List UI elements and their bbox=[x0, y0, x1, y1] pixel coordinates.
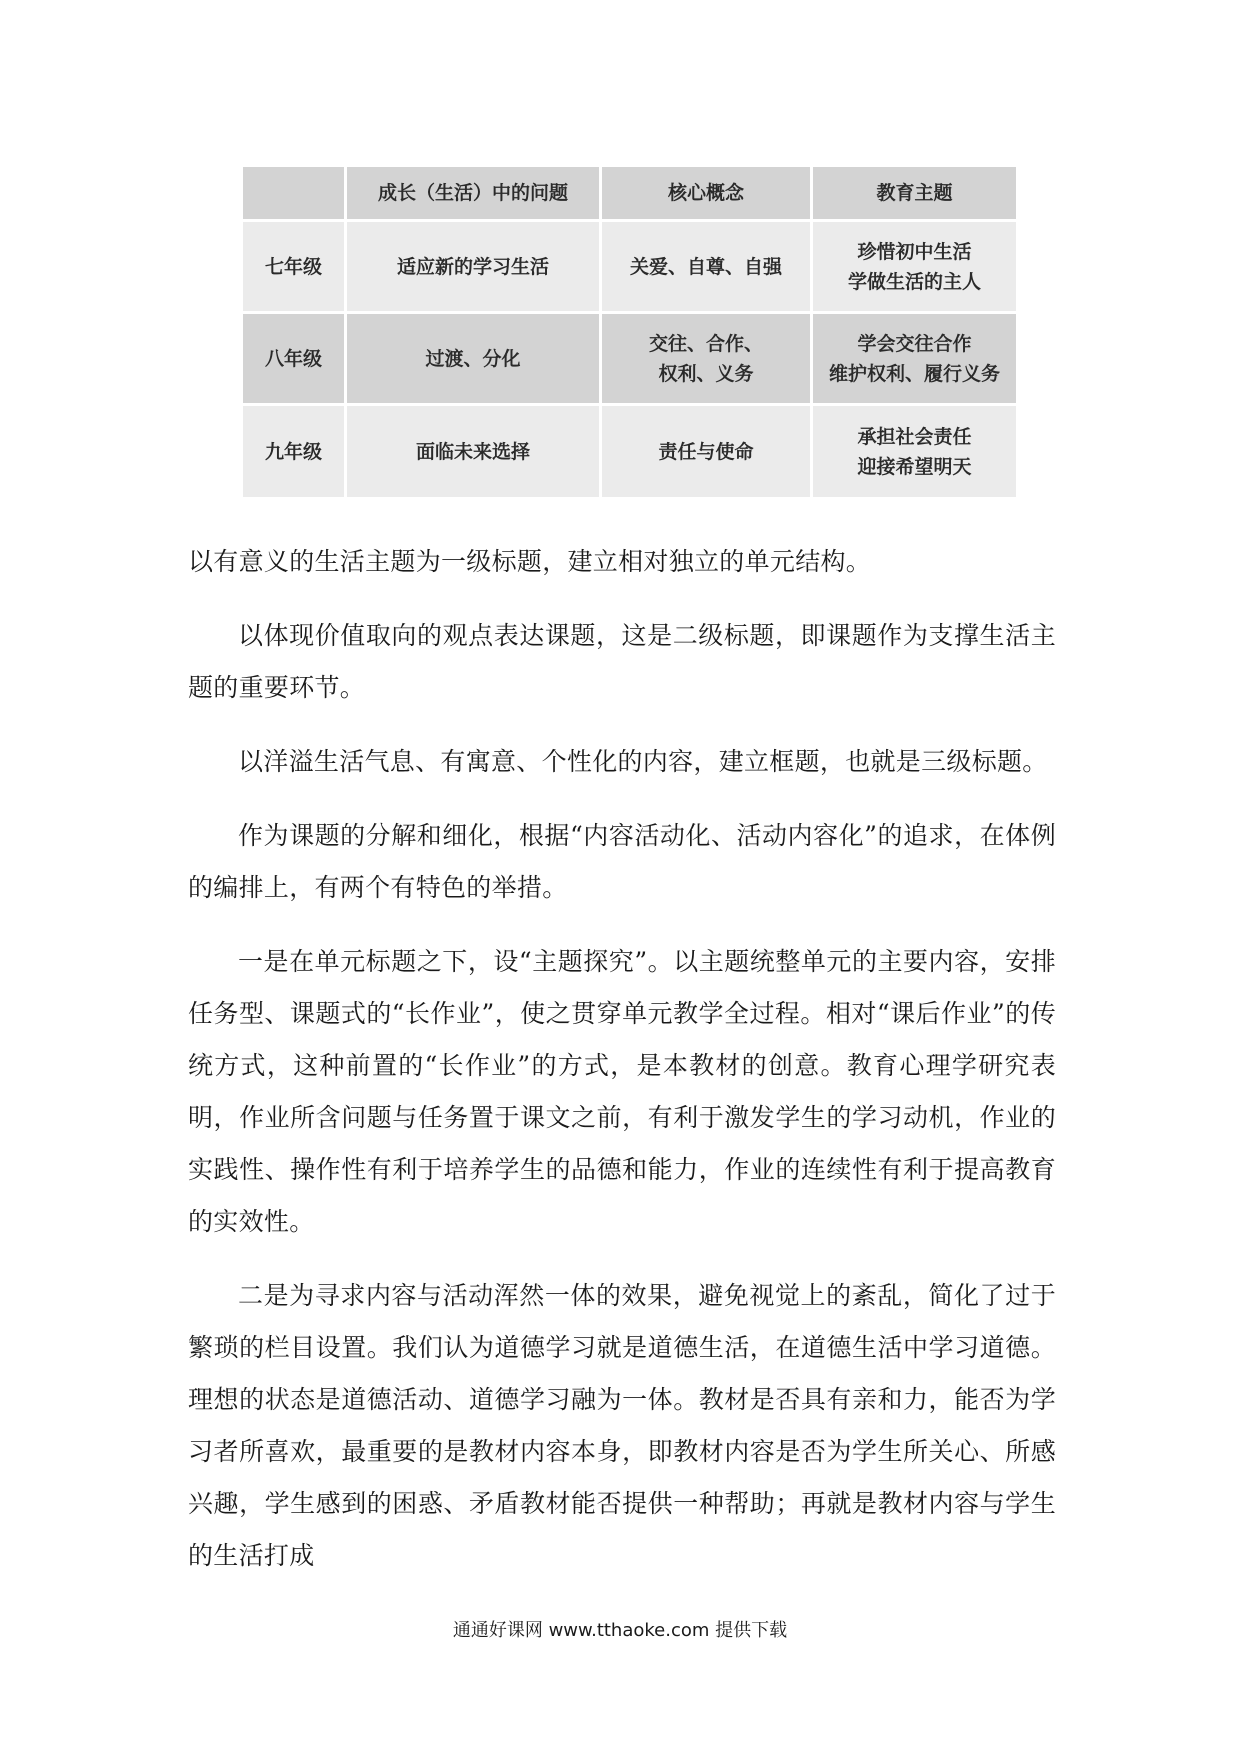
problem-line: 面临未来选择 bbox=[415, 440, 530, 463]
table-row-grade-8 bbox=[242, 313, 1018, 405]
table-header-row bbox=[242, 166, 1018, 221]
concept-line: 交往、合作、 bbox=[648, 332, 763, 355]
problem-cell bbox=[346, 313, 601, 405]
problem-cell bbox=[346, 221, 601, 313]
header-theme: 教育主题 bbox=[812, 166, 1018, 221]
header-grade bbox=[242, 166, 346, 221]
theme-line: 珍惜初中生活 bbox=[857, 240, 972, 263]
theme-line: 维护权利、履行义务 bbox=[828, 362, 1000, 385]
paragraph-5: 一是在单元标题之下，设“主题探究”。以主题统整单元的主要内容，安排任务型、课题式的“长作业”，使之贯穿单元教学全过程。相对“课后作业”的传统方式，这种前置的“长作业”的方式，是本教材的创意。教育心理学研究表明，作业所含问题与任务置于课文之前，有利于激发学生的学习动机，作业的实践性、操作性有利于培养学生的品德和能力，作业的连续性有利于提高教育的实效性。 bbox=[188, 947, 1056, 1236]
grade-theme-table bbox=[240, 164, 1019, 500]
page-footer: 通通好课网 www.tthaoke.com 提供下载 bbox=[452, 1620, 788, 1641]
paragraph-1: 以有意义的生活主题为一级标题，建立相对独立的单元结构。 bbox=[188, 547, 872, 576]
theme-cell bbox=[812, 313, 1018, 405]
theme-line: 学做生活的主人 bbox=[847, 270, 981, 293]
table-row-grade-9 bbox=[242, 405, 1018, 499]
paragraph-2: 以体现价值取向的观点表达课题，这是二级标题，即课题作为支撑生活主题的重要环节。 bbox=[188, 621, 1056, 702]
problem-line: 适应新的学习生活 bbox=[396, 255, 549, 278]
concept-line: 责任与使命 bbox=[658, 440, 754, 463]
grade-cell: 九年级 bbox=[242, 405, 346, 499]
table-row-grade-7 bbox=[242, 221, 1018, 313]
paragraph-6: 二是为寻求内容与活动浑然一体的效果，避免视觉上的紊乱，简化了过于繁琐的栏目设置。我们认为道德学习就是道德生活，在道德生活中学习道德。理想的状态是道德活动、道德学习融为一体。教材是否具有亲和力，能否为学习者所喜欢，最重要的是教材内容本身，即教材内容是否为学生所关心、所感兴趣，学生感到的困惑、矛盾教材能否提供一种帮助；再就是教材内容与学生的生活打成 bbox=[188, 1281, 1056, 1570]
problem-line: 过渡、分化 bbox=[425, 347, 521, 370]
paragraph-4: 作为课题的分解和细化，根据“内容活动化、活动内容化”的追求，在体例的编排上，有两个有特色的举措。 bbox=[188, 821, 1056, 902]
theme-line: 迎接希望明天 bbox=[857, 455, 972, 478]
grade-cell: 八年级 bbox=[242, 313, 346, 405]
concept-cell bbox=[601, 313, 812, 405]
concept-cell bbox=[601, 405, 812, 499]
concept-line: 关爱、自尊、自强 bbox=[629, 255, 782, 278]
problem-cell bbox=[346, 405, 601, 499]
header-problem: 成长（生活）中的问题 bbox=[346, 166, 601, 221]
body-text bbox=[188, 536, 1056, 1604]
theme-line: 学会交往合作 bbox=[857, 332, 972, 355]
concept-cell bbox=[601, 221, 812, 313]
theme-line: 承担社会责任 bbox=[857, 425, 972, 448]
concept-line: 权利、义务 bbox=[658, 362, 754, 385]
grade-cell: 七年级 bbox=[242, 221, 346, 313]
header-concept: 核心概念 bbox=[601, 166, 812, 221]
paragraph-3: 以洋溢生活气息、有寓意、个性化的内容，建立框题，也就是三级标题。 bbox=[238, 747, 1048, 776]
theme-cell bbox=[812, 405, 1018, 499]
theme-cell bbox=[812, 221, 1018, 313]
